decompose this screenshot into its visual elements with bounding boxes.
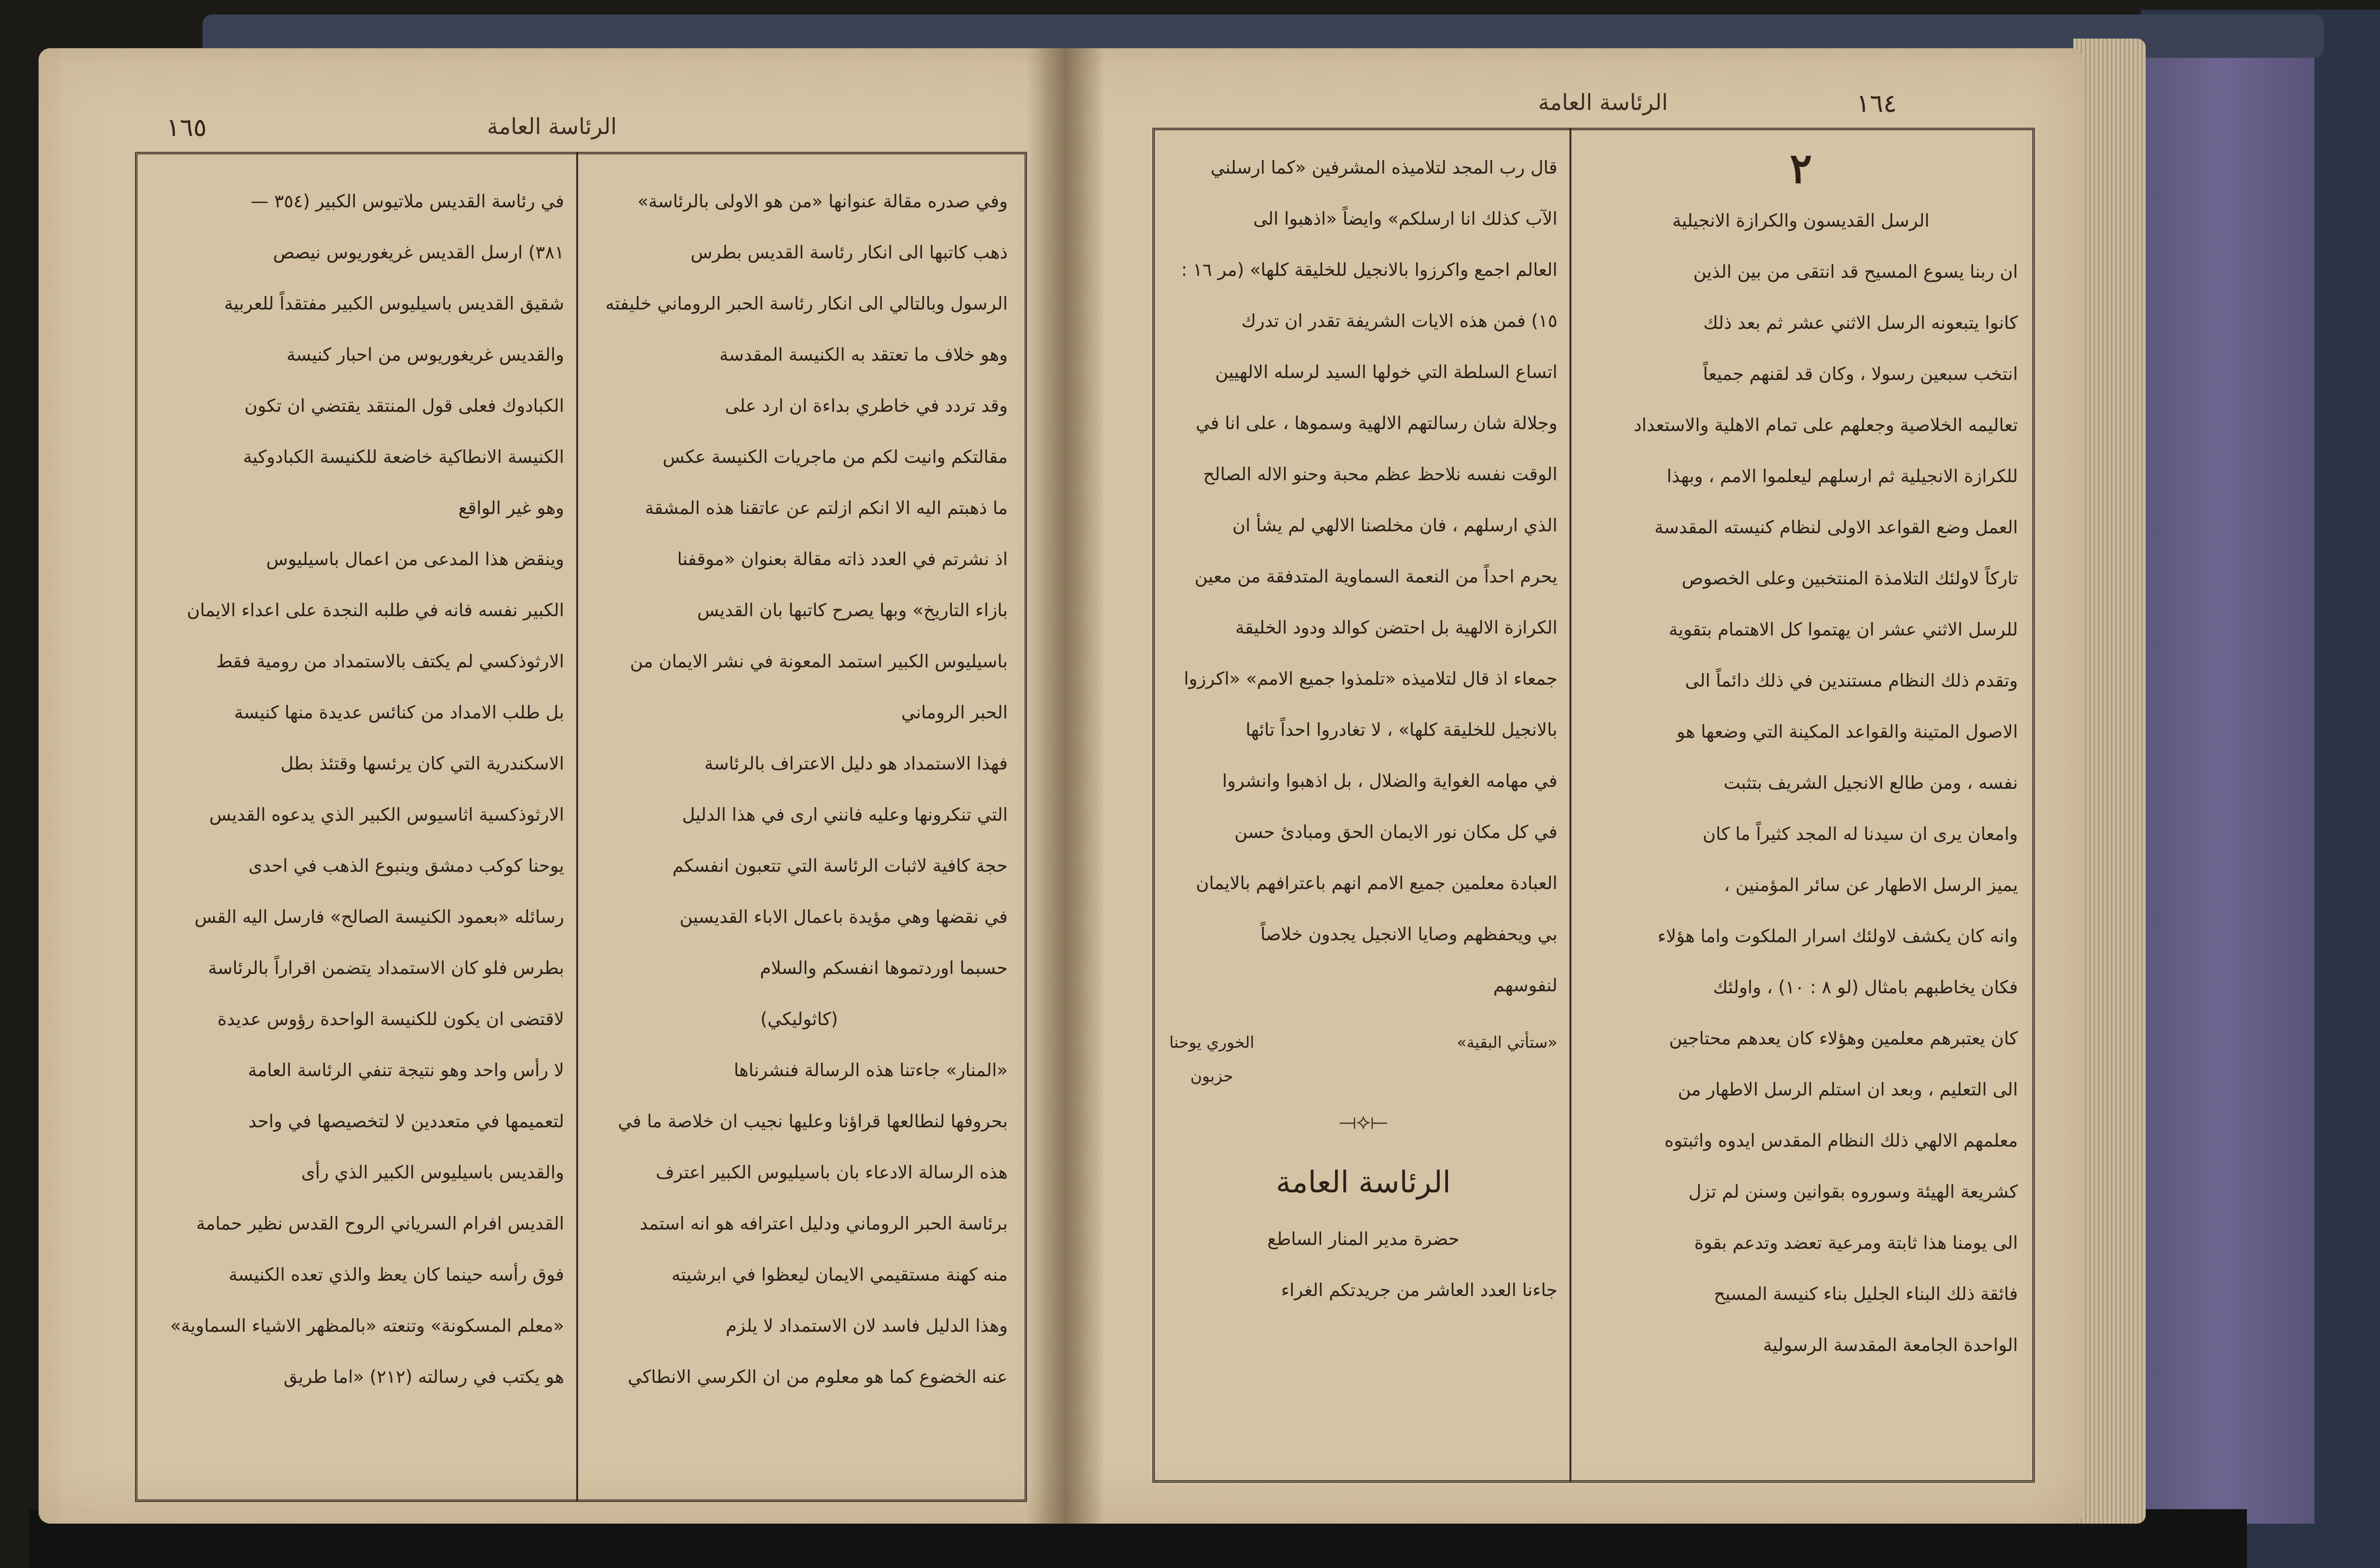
- text-line: تعاليمه الخلاصية وجعلهم على تمام الاهلية والاستعداد: [1634, 415, 2018, 435]
- text-line: اذ نشرتم في العدد ذاته مقالة بعنوان «موقفنا: [677, 549, 1008, 569]
- text-line: عنه الخضوع كما هو معلوم من ان الكرسي الانطاكي: [627, 1366, 1008, 1387]
- cover-cloth: [2141, 29, 2314, 1524]
- text-line: تاركاً لاولئك التلامذة المنتخبين وعلى الخصوص: [1681, 568, 2018, 589]
- text-line: الارثوذكسية اثاسيوس الكبير الذي يدعوه القديس: [209, 804, 564, 825]
- column-rule: [1569, 128, 1571, 1483]
- text-line: للرسل الاثني عشر ان يهتموا كل الاهتمام بتقوية: [1669, 619, 2018, 640]
- text-line: هذه الرسالة الادعاء بان باسيليوس الكبير اعترف: [655, 1162, 1008, 1183]
- text-line: رسائله «بعمود الكنيسة الصالح» فارسل اليه القس: [194, 906, 564, 927]
- text-line: لاقتضى ان يكون للكنيسة الواحدة رؤوس عديدة: [217, 1009, 564, 1029]
- text-line: وتقدم ذلك النظام مستندين في ذلك دائماً الى: [1685, 670, 2018, 691]
- text-line: جاءنا العدد العاشر من جريدتكم الغراء: [1281, 1280, 1557, 1300]
- article-title: الرئاسة العامة: [1276, 1164, 1451, 1200]
- text-line: والقديس غريغوريوس من احبار كنيسة: [286, 344, 564, 365]
- text-line: لا رأس واحد وهو نتيجة تنفي الرئاسة العامة: [248, 1060, 564, 1081]
- text-line: وهذا الدليل فاسد لان الاستمداد لا يلزم: [726, 1315, 1008, 1336]
- section-number: ٢: [1789, 144, 1812, 193]
- text-line: الحبر الروماني: [901, 702, 1008, 723]
- text-line: بازاء التاريخ» وبها يصرح كاتبها بان القديس: [697, 600, 1008, 621]
- text-line: فكان يخاطبهم بامثال (لو ٨ : ١٠) ، واولئك: [1713, 977, 2018, 998]
- text-line: بي ويحفظهم وصايا الانجيل يجدون خلاصاً: [1260, 924, 1557, 945]
- page-number: ١٦٤: [1856, 89, 1897, 118]
- text-line: وهو خلاف ما تعتقد به الكنيسة المقدسة: [719, 344, 1008, 365]
- text-line: ذهب كاتبها الى انكار رئاسة القديس بطرس: [690, 242, 1008, 263]
- text-line: برئاسة الحبر الروماني ودليل اعترافه هو انه استمد: [639, 1213, 1008, 1234]
- to-be-continued: «ستأتي البقية»: [1457, 1033, 1557, 1052]
- text-line: شقيق القديس باسيليوس الكبير مفتقداً للعربية: [224, 293, 564, 314]
- text-line: وهو غير الواقع: [458, 498, 564, 518]
- text-line: العالم اجمع واكرزوا بالانجيل للخليقة كلها» (مر ١٦ :: [1181, 259, 1557, 280]
- text-line: يحرم احداً من النعمة السماوية المتدفقة من معين: [1194, 566, 1557, 587]
- text-line: فائقة ذلك البناء الجليل بناء كنيسة المسيح: [1714, 1284, 2018, 1304]
- text-line: معلمهم الالهي ذلك النظام المقدس ايدوه واثبتوه: [1664, 1130, 2018, 1151]
- text-line: العمل وضع القواعد الاولى لنظام كنيسته المقدسة: [1654, 517, 2018, 538]
- text-line: باسيليوس الكبير استمد المعونة في نشر الايمان من: [630, 651, 1008, 672]
- running-head: الرئاسة العامة: [487, 113, 617, 139]
- text-line: التي تنكرونها وعليه فانني ارى في هذا الدليل: [682, 804, 1008, 825]
- text-line: «معلم المسكونة» وتنعته «بالمظهر الاشياء السماوية»: [170, 1315, 564, 1336]
- text-line: وانه كان يكشف لاولئك اسرار الملكوت واما هؤلاء: [1657, 926, 2018, 946]
- text-line: الكبادوك فعلى قول المنتقد يقتضي ان تكون: [244, 395, 564, 416]
- text-line: الكنيسة الانطاكية خاضعة للكنيسة الكبادوكية: [243, 446, 564, 467]
- text-line: نفسه ، ومن طالع الانجيل الشريف بتثبت: [1723, 772, 2018, 793]
- text-line: في مهامه الغواية والضلال ، بل اذهبوا وانشروا: [1222, 770, 1557, 791]
- text-line: وفي صدره مقالة عنوانها «من هو الاولى بالرئاسة»: [637, 191, 1008, 212]
- text-line: ١٥) فمن هذه الايات الشريفة تقدر ان تدرك: [1241, 311, 1557, 331]
- text-line: القديس افرام السرياني الروح القدس نظير حمامة: [196, 1213, 564, 1234]
- section-heading: الرسل القديسون والكرازة الانجيلية: [1672, 210, 1930, 231]
- author-surname: حزبون: [1190, 1067, 1233, 1085]
- text-line: حجة كافية لاثبات الرئاسة التي تتعبون انفسكم: [672, 855, 1008, 876]
- author-signature: [1169, 1026, 1254, 1093]
- text-line: والقديس باسيليوس الكبير الذي رأى: [301, 1162, 564, 1183]
- text-line: ما ذهبتم اليه الا انكم ازلتم عن عاتقنا هذه المشقة: [645, 498, 1008, 518]
- right-page: [1066, 48, 2083, 1524]
- text-line: بطرس فلو كان الاستمداد يتضمن اقراراً بالرئاسة: [208, 958, 564, 978]
- column-left: [1169, 142, 1557, 1316]
- text-line: العبادة معلمين جميع الامم انهم باعترافهم بالايمان: [1196, 873, 1557, 893]
- text-line: منه كهنة مستقيمي الايمان ليعظوا في ابرشيته: [671, 1264, 1008, 1285]
- text-line: الاصول المتينة والقواعد المكينة التي وضعها هو: [1677, 721, 2018, 742]
- text-line: «المنار» جاءتنا هذه الرسالة فنشرناها: [733, 1060, 1008, 1081]
- signature-block: [1169, 1026, 1557, 1093]
- text-line: الكبير نفسه فانه في طلبه النجدة على اعداء الايمان: [187, 600, 564, 621]
- signature: (كاثوليكي): [760, 1009, 838, 1029]
- text-line: في نقضها وهي مؤيدة باعمال الاباء القديسين: [679, 906, 1008, 927]
- text-line: الى التعليم ، وبعد ان استلم الرسل الاطهار من: [1677, 1079, 2018, 1100]
- text-line: فوق رأسه حينما كان يعظ والذي تعده الكنيسة: [229, 1264, 564, 1285]
- text-line: يميز الرسل الاطهار عن سائر المؤمنين ،: [1724, 875, 2018, 895]
- text-line: ٣٨١) ارسل القديس غريغوريوس نيصص: [273, 242, 564, 263]
- text-line: كان يعتبرهم معلمين وهؤلاء كان يعدهم محتاجين: [1669, 1028, 2018, 1049]
- text-line: لنفوسهم: [1493, 975, 1557, 996]
- text-line: حسبما اوردتموها انفسكم والسلام: [760, 958, 1008, 978]
- text-line: بل طلب الامداد من كنائس عديدة منها كنيسة: [234, 702, 564, 723]
- ornament-divider: ⟞⟡⟝: [1339, 1109, 1388, 1134]
- text-line: لتعميمها في متعددين لا لتخصيصها في واحد: [248, 1111, 564, 1132]
- text-line: الكرازة الالهية بل احتضن كوالد ودود الخليقة: [1235, 617, 1557, 638]
- text-line: الاسكندرية التي كان يرئسها وقتئذ بطل: [280, 753, 564, 774]
- text-line: جمعاء اذ قال لتلاميذه «تلمذوا جميع الامم» «اكرزوا: [1184, 668, 1557, 689]
- text-line: الرسول وبالتالي الى انكار رئاسة الحبر الروماني خليفته: [605, 293, 1008, 314]
- text-line: انتخب سبعين رسولا ، وكان قد لقنهم جميعاً: [1703, 364, 2018, 384]
- text-line: للكرازة الانجيلية ثم ارسلهم ليعلموا الامم ، وبهذا: [1666, 466, 2018, 487]
- left-page: [39, 48, 1066, 1524]
- text-line: وجلالة شان رسالتهم الالهية وسموها ، على انا في: [1195, 413, 1557, 433]
- text-line: وقد تردد في خاطري بداءة ان ارد على: [725, 395, 1008, 416]
- text-line: وامعان يرى ان سيدنا له المجد كثيراً ما كان: [1703, 824, 2018, 844]
- column-right: [1584, 142, 2018, 1371]
- column-rule: [576, 152, 578, 1502]
- running-head: الرئاسة العامة: [1538, 89, 1668, 115]
- text-line: كانوا يتبعونه الرسل الاثني عشر ثم بعد ذلك: [1703, 312, 2018, 333]
- text-line: في رئاسة القديس ملاتيوس الكبير (٣٥٤ —: [251, 191, 564, 212]
- page-number: ١٦٥: [166, 113, 207, 142]
- text-line: كشريعة الهيئة وسوروه بقوانين وسنن لم تزل: [1688, 1181, 2018, 1202]
- page-edges: [2073, 39, 2146, 1524]
- text-line: الارثوذكسي لم يكتف بالاستمداد من رومية فقط: [216, 651, 564, 672]
- text-line: بالانجيل للخليقة كلها» ، لا تغادروا احداً تائها: [1245, 719, 1557, 740]
- text-line: وينقض هذا المدعى من اعمال باسيليوس: [266, 549, 564, 569]
- text-line: اتساع السلطة التي خولها السيد لرسله الالهيين: [1215, 362, 1557, 382]
- text-line: بحروفها لنطالعها قراؤنا وعليها نجيب ان خلاصة ما في: [618, 1111, 1008, 1132]
- column-left: [154, 176, 564, 1403]
- text-line: الآب كذلك انا ارسلكم» وايضاً «اذهبوا الى: [1253, 208, 1557, 229]
- text-line: مقالتكم وانيت لكم من ماجريات الكنيسة عكس: [663, 446, 1008, 467]
- text-line: الى يومنا هذا ثابتة ومرعية تعضد وتدعم بقوة: [1694, 1232, 2018, 1253]
- text-line: الذي ارسلهم ، فان مخلصنا الالهي لم يشأ ان: [1232, 515, 1557, 536]
- text-line: هو يكتب في رسالته (٢١٢) «اما طريق: [284, 1366, 564, 1387]
- text-line: الوقت نفسه نلاحظ عظم محبة وحنو الاله الصالح: [1203, 464, 1557, 485]
- text-line: في كل مكان نور الايمان الحق ومبادئ حسن: [1234, 822, 1557, 842]
- text-line: فهذا الاستمداد هو دليل الاعتراف بالرئاسة: [704, 753, 1008, 774]
- column-right: [591, 176, 1008, 1403]
- text-line: الواحدة الجامعة المقدسة الرسولية: [1763, 1335, 2018, 1355]
- author-name: الخوري يوحنا: [1169, 1033, 1255, 1052]
- text-line: يوحنا كوكب دمشق وينبوع الذهب في احدى: [248, 855, 564, 876]
- book-gutter: [1027, 48, 1104, 1524]
- text-line: ان ربنا يسوع المسيح قد انتقى من بين الذين: [1693, 261, 2018, 282]
- addressee-line: حضرة مدير المنار الساطع: [1267, 1229, 1460, 1249]
- text-line: قال رب المجد لتلاميذه المشرفين «كما ارسلني: [1210, 157, 1557, 178]
